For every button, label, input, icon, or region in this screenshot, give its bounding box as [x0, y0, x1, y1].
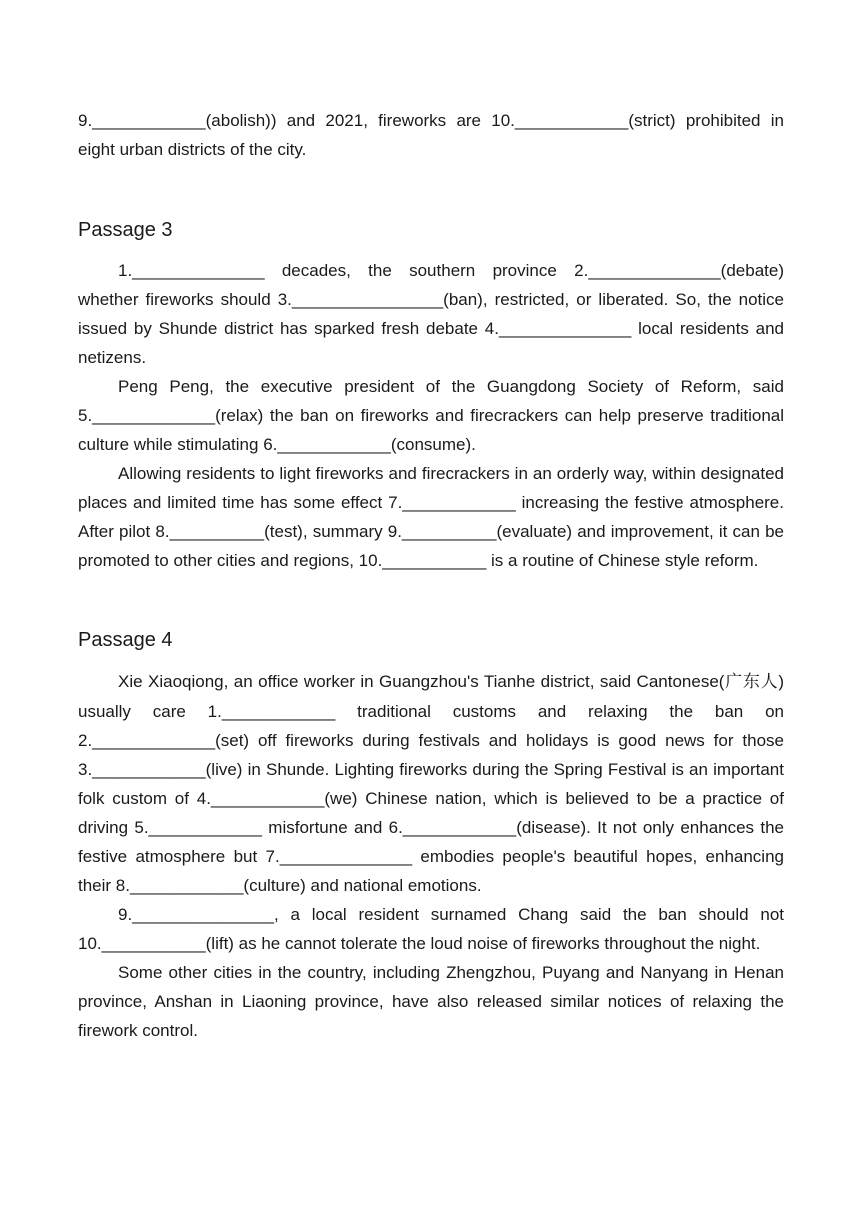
- document-page: [78, 106, 784, 1045]
- passage-3-paragraph-1: 1.______________ decades, the southern province 2.______________(debate) whether fireworks should 3.________________(ban), restricted, or liberated. So, the notice issued by Shunde district has sparked fresh debate 4.______________ local residents and netizens.: [78, 261, 784, 367]
- spacer: [78, 244, 784, 256]
- passage-4-paragraph-1-start: Xie Xiaoqiong, an office worker in Guangzhou's Tianhe district, said Cantonese(: [118, 672, 725, 691]
- passage-4-heading: Passage 4: [78, 629, 173, 651]
- passage-4-paragraph-1-rest: ) usually care 1.____________ traditional customs and relaxing the ban on 2._____________(set) off fireworks during festivals and holidays is good news for those 3.____________(live) in Shunde. Lighting fireworks during the Spring Festival is an important folk custom of 4.____________(we) Chinese nation, which is believed to be a practice of driving 5.____________ misfortune and 6.____________(disease). It not only enhances the festive atmosphere but 7.______________ embodies people's beautiful hopes, enhancing their 8.____________(culture) and national emotions.: [78, 672, 784, 895]
- passage-3-heading: Passage 3: [78, 219, 173, 241]
- passage-4-paragraph-3: Some other cities in the country, including Zhengzhou, Puyang and Nanyang in Henan province, Anshan in Liaoning province, have also released similar notices of relaxing the firework control.: [78, 963, 784, 1040]
- passage-3-paragraph-3: Allowing residents to light fireworks and firecrackers in an orderly way, within designated places and limited time has some effect 7.____________ increasing the festive atmosphere. After pilot 8.__________(test), summary 9.__________(evaluate) and improvement, it can be promoted to other cities and regions, 10.___________ is a routine of Chinese style reform.: [78, 464, 784, 570]
- spacer: [78, 575, 784, 626]
- passage-3-paragraph-2: Peng Peng, the executive president of the Guangdong Society of Reform, said 5._____________(relax) the ban on fireworks and firecrackers can help preserve traditional culture while stimulating 6.____________(consume).: [78, 377, 784, 454]
- passage-4-paragraph-1: [78, 667, 784, 900]
- spacer: [78, 164, 784, 216]
- passage-2-tail: 9.____________(abolish)) and 2021, fireworks are 10.____________(strict) prohibited in eight urban districts of the city.: [78, 111, 784, 159]
- spacer: [78, 654, 784, 667]
- cantonese-chinese-term: 广东人: [724, 672, 779, 692]
- passage-4-paragraph-2: 9._______________, a local resident surnamed Chang said the ban should not 10.___________(lift) as he cannot tolerate the loud noise of fireworks throughout the night.: [78, 905, 784, 953]
